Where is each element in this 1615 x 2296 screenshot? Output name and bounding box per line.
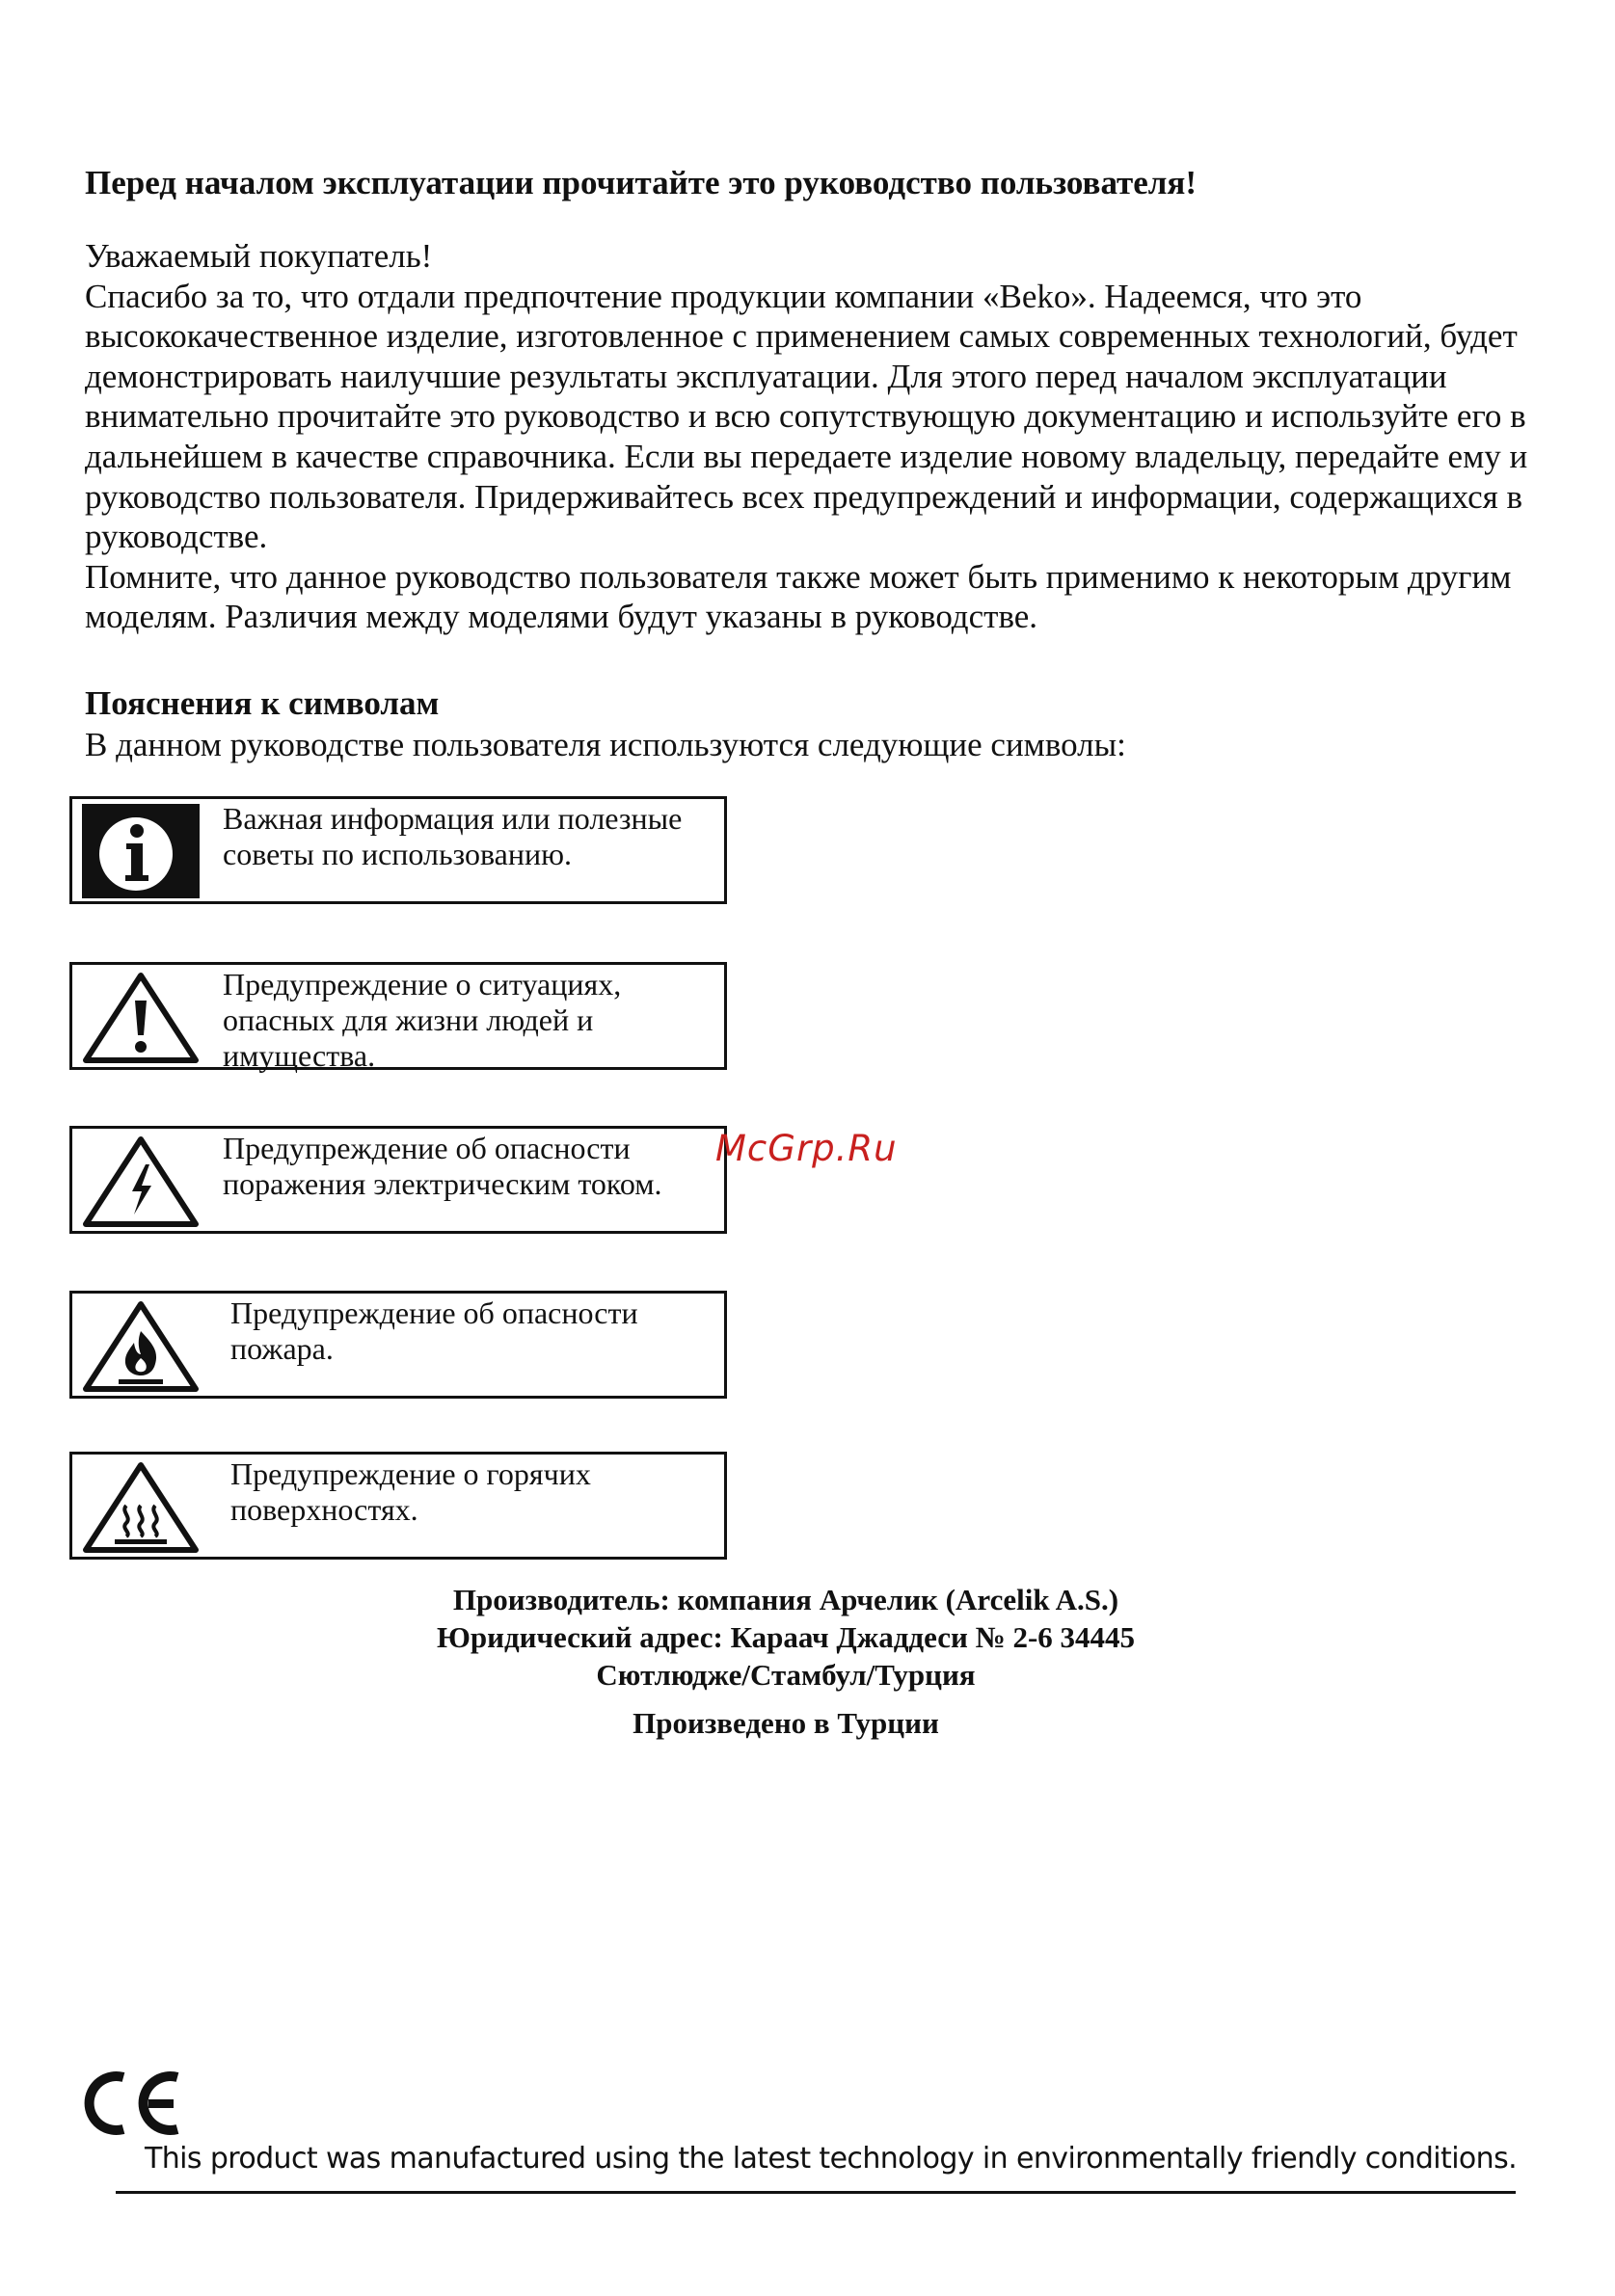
- fire-icon: [82, 1298, 200, 1393]
- symbols-heading: Пояснения к символам: [85, 684, 440, 722]
- symbol-text-info: Важная информация или полезные советы по использованию.: [223, 801, 683, 871]
- symbol-box-electric: [69, 1126, 727, 1234]
- footer-rule: [116, 2191, 1516, 2194]
- intro-text: [85, 236, 1550, 637]
- manufacturer-info: [193, 1581, 1379, 1694]
- page-heading: Перед началом эксплуатации прочитайте это руководство пользователя!: [85, 164, 1198, 201]
- symbol-box-warning: [69, 962, 727, 1073]
- models-note: Помните, что данное руководство пользователя также может быть применимо к некоторым другим моделям. Различия между моделями будут указаны в руководстве.: [85, 557, 1512, 636]
- symbol-box-info: [69, 796, 727, 904]
- watermark: McGrp.Ru: [715, 1128, 898, 1169]
- manufacturer-line: Производитель: компания Арчелик (Arcelik A.S.): [452, 1583, 1119, 1616]
- hot-surface-icon: [82, 1459, 200, 1554]
- symbols-intro: В данном руководстве пользователя используются следующие символы:: [85, 726, 1126, 763]
- symbol-text-hot-surface: Предупреждение о горячих поверхностях.: [230, 1456, 591, 1527]
- made-in: Произведено в Турции: [633, 1706, 939, 1740]
- info-icon: [82, 804, 200, 898]
- symbol-box-hot-surface: [69, 1452, 727, 1560]
- greeting: Уважаемый покупатель!: [85, 237, 433, 275]
- warning-icon: [82, 970, 200, 1064]
- symbol-text-electric: Предупреждение об опасности поражения электрическим током.: [223, 1131, 662, 1201]
- ce-mark-icon: [79, 2068, 185, 2139]
- symbol-text-warning: Предупреждение о ситуациях, опасных для жизни людей и имущества.: [223, 967, 622, 1073]
- address-line: Юридический адрес: Караач Джаддеси № 2-6 34445: [436, 1620, 1136, 1654]
- electric-shock-icon: [82, 1134, 200, 1228]
- footer-text: This product was manufactured using the latest technology in environmentally friendly conditions.: [145, 2142, 1518, 2176]
- intro-paragraph: Спасибо за то, что отдали предпочтение продукции компании «Beko». Надеемся, что это высококачественное изделие, изготовленное с применением самых современных технологий, будет демонстрировать наилучшие результаты эксплуатации. Для этого перед началом эксплуатации внимательно прочитайте это руководство и всю сопутствующую документацию и используйте его в дальнейшем в качестве справочника. Если вы передаете изделие новому владельцу, передайте ему и руководство пользователя. Придерживайтесь всех предупреждений и информации, содержащихся в руководстве.: [85, 277, 1528, 556]
- symbol-box-fire: [69, 1291, 727, 1399]
- city-line: Сютлюдже/Стамбул/Турция: [596, 1658, 976, 1692]
- symbol-text-fire: Предупреждение об опасности пожара.: [230, 1295, 638, 1366]
